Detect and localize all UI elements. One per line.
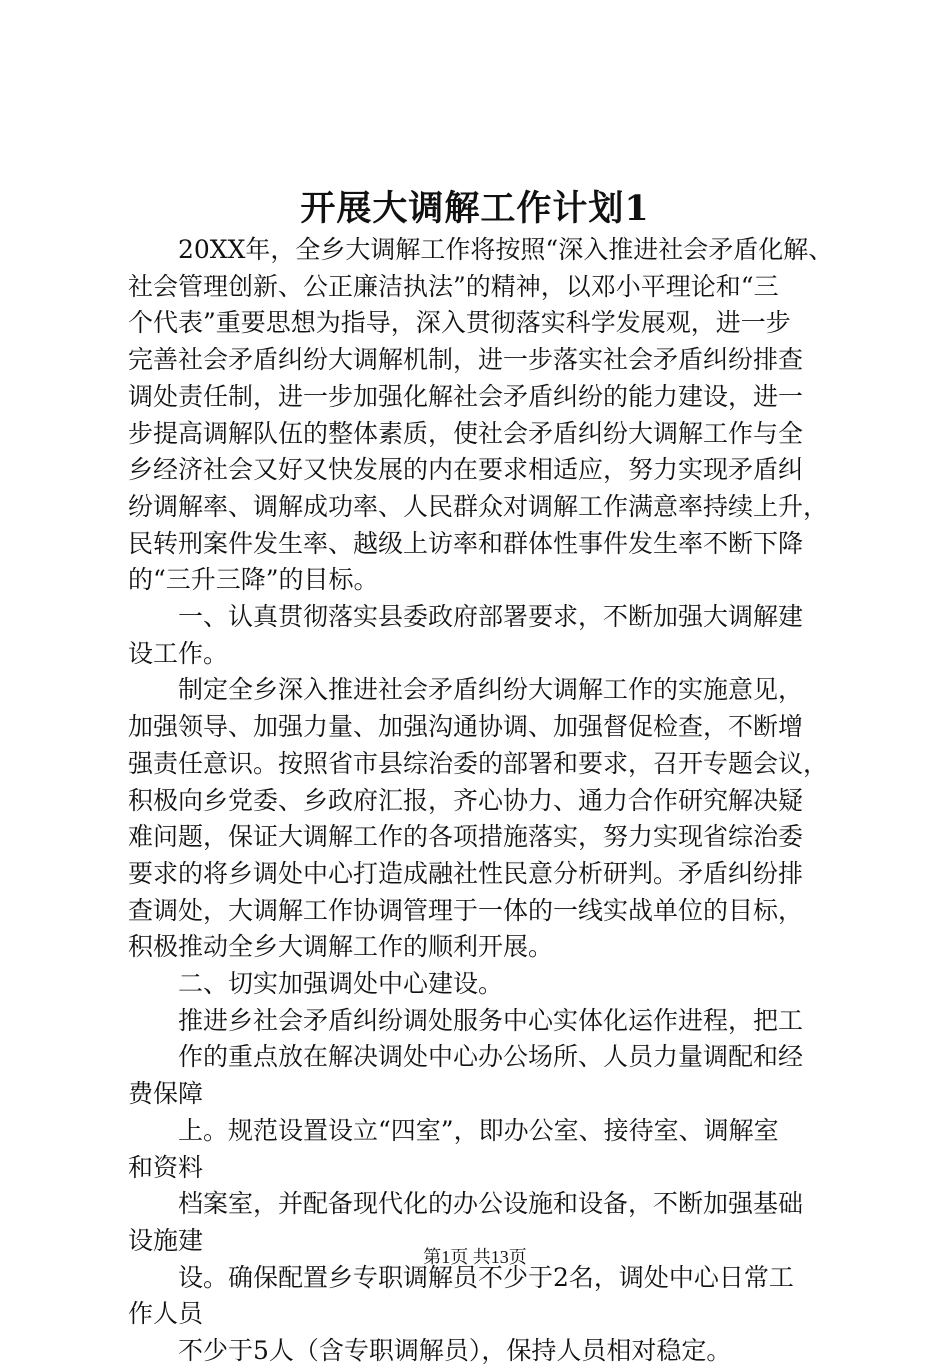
text-line: 作人员 bbox=[128, 1299, 204, 1329]
text-line: 一、认真贯彻落实县委政府部署要求，不断加强大调解建 bbox=[128, 602, 804, 632]
text-line: 社会管理创新、公正廉洁执法”的精神，以邓小平理论和“三 bbox=[128, 271, 779, 301]
text-line: 完善社会矛盾纠纷大调解机制，进一步落实社会矛盾纠纷排查 bbox=[128, 345, 804, 375]
text-line: 乡经济社会又好又快发展的内在要求相适应，努力实现矛盾纠 bbox=[128, 455, 804, 485]
text-line: 民转刑案件发生率、越级上访率和群体性事件发生率不断下降 bbox=[128, 528, 804, 558]
text-line: 积极推动全乡大调解工作的顺利开展。 bbox=[128, 932, 554, 962]
text-line: 难问题，保证大调解工作的各项措施落实，努力实现省综治委 bbox=[128, 822, 804, 852]
text-line: 强责任意识。按照省市县综治委的部署和要求，召开专题会议， bbox=[128, 748, 829, 778]
text-line: 加强领导、加强力量、加强沟通协调、加强督促检查，不断增 bbox=[128, 712, 804, 742]
text-line: 档案室，并配备现代化的办公设施和设备，不断加强基础 bbox=[128, 1189, 804, 1219]
text-line: 个代表”重要思想为指导，深入贯彻落实科学发展观，进一步 bbox=[128, 308, 791, 338]
text-line: 调处责任制，进一步加强化解社会矛盾纠纷的能力建设，进一 bbox=[128, 381, 804, 411]
text-line: 设。确保配置乡专职调解员不少于2名，调处中心日常工 bbox=[128, 1262, 794, 1292]
text-line: 推进乡社会矛盾纠纷调处服务中心实体化运作进程，把工 bbox=[128, 1005, 804, 1035]
text-line: 的“三升三降”的目标。 bbox=[128, 565, 379, 595]
text-line: 费保障 bbox=[128, 1079, 204, 1109]
text-line: 二、切实加强调处中心建设。 bbox=[128, 969, 504, 999]
text-line: 纷调解率、调解成功率、人民群众对调解工作满意率持续上升， bbox=[128, 491, 829, 521]
document-title: 开展大调解工作计划1 bbox=[300, 188, 650, 229]
text-line: 20XX年，全乡大调解工作将按照“深入推进社会矛盾化解、 bbox=[128, 235, 834, 264]
text-line: 作的重点放在解决调处中心办公场所、人员力量调配和经 bbox=[128, 1042, 804, 1072]
text-line: 积极向乡党委、乡政府汇报，齐心协力、通力合作研究解决疑 bbox=[128, 785, 804, 815]
text-line: 查调处，大调解工作协调管理于一体的一线实战单位的目标， bbox=[128, 895, 804, 925]
text-line: 设施建 bbox=[128, 1225, 204, 1255]
page-footer: 第1页 共13页 bbox=[423, 1247, 527, 1267]
text-line: 步提高调解队伍的整体素质，使社会矛盾纠纷大调解工作与全 bbox=[128, 418, 804, 448]
text-line: 上。规范设置设立“四室”，即办公室、接待室、调解室 bbox=[128, 1115, 779, 1145]
text-line: 和资料 bbox=[128, 1152, 204, 1182]
text-line: 要求的将乡调处中心打造成融社性民意分析研判。矛盾纠纷排 bbox=[128, 858, 804, 888]
text-line: 设工作。 bbox=[128, 638, 229, 668]
text-line: 制定全乡深入推进社会矛盾纠纷大调解工作的实施意见， bbox=[128, 675, 804, 705]
document-body bbox=[128, 232, 840, 1370]
text-line: 不少于5人（含专职调解员），保持人员相对稳定。 bbox=[128, 1336, 732, 1366]
